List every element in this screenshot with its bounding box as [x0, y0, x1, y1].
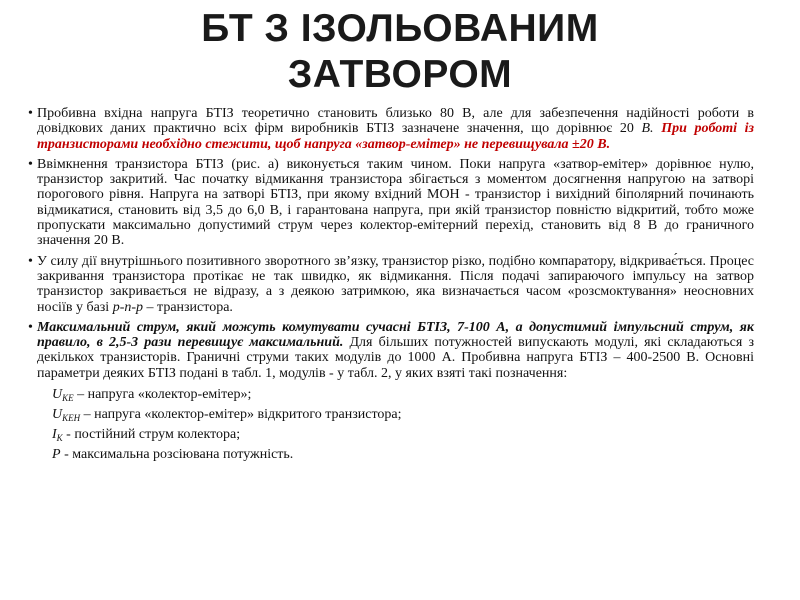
- notation-list: [30, 387, 754, 466]
- title-line-2: ЗАТВОРОМ: [287, 53, 513, 96]
- bullet-marker: •: [28, 253, 33, 269]
- warning-text: При роботі із транзисторами необхідно стежити, щоб напруга «затвор-емітер» не перевищувала ±20 В.: [37, 121, 755, 152]
- pnp-term: p-n-p: [112, 299, 144, 315]
- notation-subscript: КЕН: [62, 413, 81, 424]
- notation-item: [52, 427, 754, 446]
- paragraph-text: Ввімкнення транзистора БТІЗ (рис. а) виконується таким чином. Поки напруга «затвор-емітер» дорівнює нулю, транзистор закритий. Час початку відмикання транзистора збігається з моментом досягнення напругою на затворі порогового рівня. Напруга на затворі БТІЗ, при якому вхідний МОН - транзистор і вихідний біполярний починають відмикатися, становить від 3,5 до 6,0 В, і гарантована напруга, при якій транзистор повністю відкритий, тобто може пропускати максимально допустимий струм через колектор-емітерний перехід, становить від 8 В до граничного значення 20 В.: [37, 156, 754, 249]
- notation-subscript: К: [56, 433, 63, 444]
- bullet-marker: •: [28, 319, 33, 335]
- paragraph-text: У силу дії внутрішнього позитивного зворотного зв’язку, транзистор різко, подібно компаратору, відкриває́ться. Процес закривання транзистора протікає не так швидко, як відмикання. Після подачі запираючого імпульсу на затвор транзистор закривається не відразу, а з деякою затримкою, яка визначається часом «розсмоктування» неосновних носіїв у базі: [37, 253, 754, 315]
- paragraph-turn-off: [30, 254, 754, 315]
- notation-text: - постійний струм колектора;: [62, 427, 241, 443]
- notation-text: - максимальна розсіювана потужність.: [60, 447, 294, 463]
- notation-text: – напруга «колектор-емітер»;: [73, 387, 252, 403]
- paragraph-unit: В.: [641, 121, 654, 137]
- paragraph-turn-on: [30, 157, 754, 249]
- slide-title: [30, 6, 770, 98]
- paragraph-max-current: [30, 320, 754, 381]
- notation-symbol: U: [52, 407, 63, 423]
- slide-body: [30, 106, 754, 467]
- paragraph-breakdown-voltage: [30, 106, 754, 152]
- paragraph-tail: – транзистора.: [143, 299, 233, 315]
- notation-symbol: I: [52, 427, 57, 443]
- paragraph-text: Пробивна вхідна напруга БТІЗ теоретично становить близько 80 В, але для забезпечення надійності роботи в довідкових даних практично всіх фірм виробників БТІЗ зазначене значення, що дорівнює 20: [37, 106, 754, 137]
- notation-symbol: U: [52, 387, 63, 403]
- notation-item: [52, 387, 754, 406]
- emphasis-text: Максимальний струм, який можуть комутувати сучасні БТІЗ, 7-100 А, а допустимий імпульсний струм, як правило, в 2,5-3 рази перевищує максимальний.: [37, 319, 754, 351]
- notation-symbol: P: [52, 447, 61, 463]
- notation-subscript: КЕ: [62, 393, 74, 404]
- notation-text: – напруга «колектор-емітер» відкритого транзистора;: [80, 407, 402, 423]
- paragraph-text: Для більших потужностей випускають модулі, які складаються з декількох транзисторів. Граничні струми таких модулів до 1000 А. Пробивна напруга БТІЗ – 400-2500 В. Основні параметри деяких БТІЗ подані в табл. 1, модулів - у табл. 2, у яких взяті такі позначення:: [37, 335, 754, 381]
- title-line-1: БТ З ІЗОЛЬОВАНИМ: [201, 7, 599, 50]
- notation-item: [52, 447, 754, 466]
- bullet-marker: •: [28, 156, 33, 172]
- notation-item: [52, 407, 754, 426]
- bullet-marker: •: [28, 106, 33, 121]
